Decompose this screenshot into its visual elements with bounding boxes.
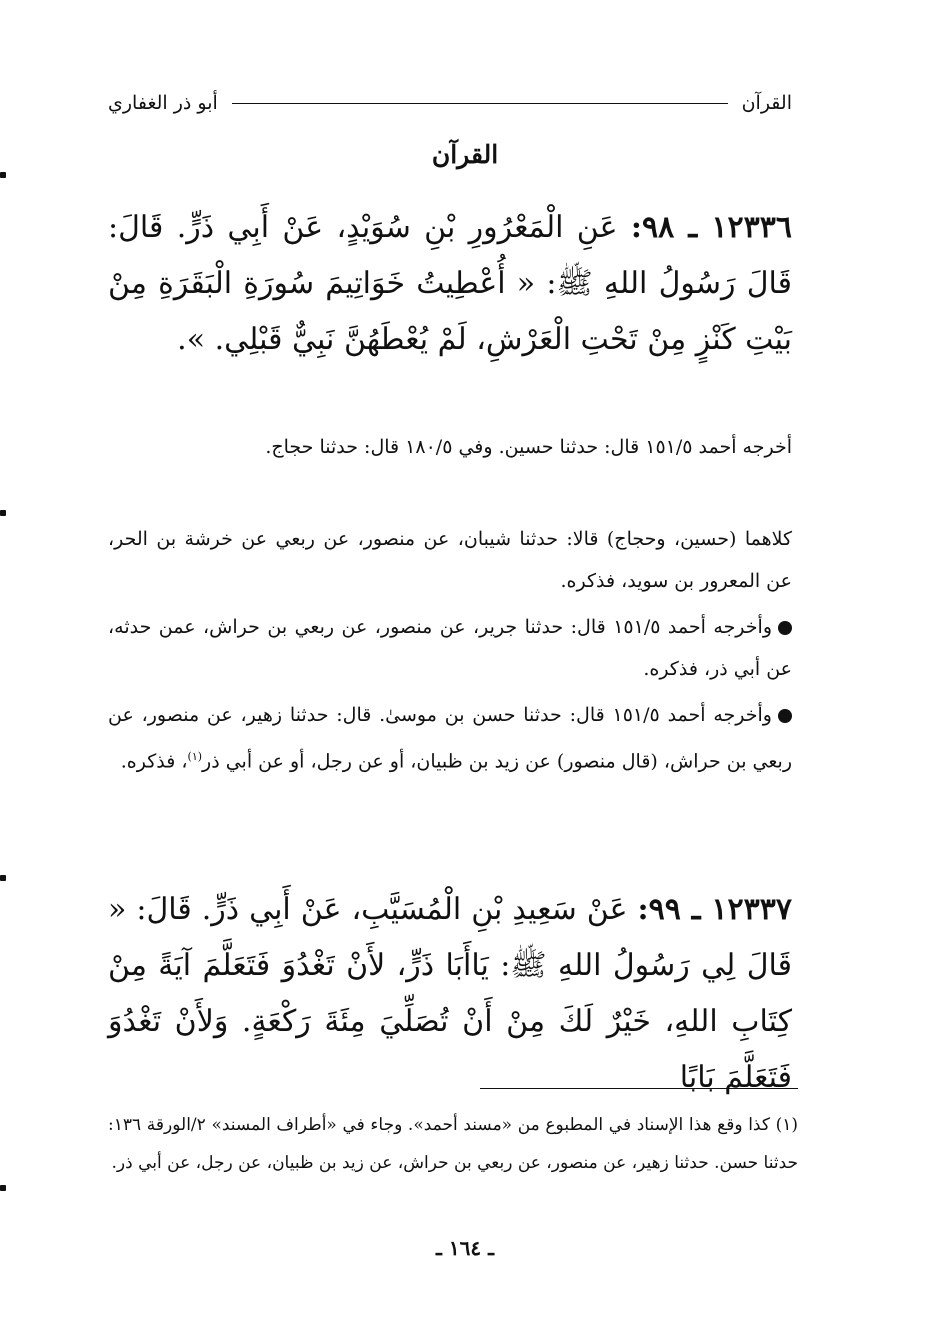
margin-mark (0, 510, 6, 516)
footnote: (١) كذا وقع هذا الإسناد في المطبوع من «مسند أحمد». وجاء في «أطراف المسند» ٢/‏الورقة ١٣٦: حدثنا حسن. حدثنا زهير، عن منصور، عن ربعي بن حراش، عن زيد بن ظبيان، عن رجل، عن أبي ذر. (108, 1115, 798, 1173)
takhrij-paragraph (108, 694, 792, 782)
takhrij-paragraph: أخرجه أحمد ٥/‏١٥١ قال: حدثنا حسين. وفي ٥/‏١٨٠ قال: حدثنا حجاج. (265, 436, 792, 458)
footnote-divider (480, 1088, 798, 1089)
bullet-icon (778, 621, 792, 635)
section-title: القرآن (431, 140, 499, 169)
running-header (108, 88, 792, 118)
takhrij-text-end: ، فذكره. (120, 750, 188, 773)
header-chapter: القرآن (741, 92, 792, 114)
page-number: ـ ١٦٤ ـ (436, 1236, 494, 1260)
margin-mark (0, 875, 6, 881)
margin-mark (0, 172, 6, 178)
hadith-2 (108, 882, 792, 1106)
hadith-isnad: عَنْ سَعِيدِ بْنِ الْمُسَيَّبِ، عَنْ أَبِي ذَرٍّ. قَالَ: (136, 892, 628, 927)
hadith-number: ١٢٣٣٦ ـ ٩٨: (630, 210, 792, 245)
footnote-ref: (١) (187, 750, 203, 763)
hadith-matn: « قَالَ لِي رَسُولُ اللهِ ﷺ: يَاأَبَا ذَرٍّ، لأَنْ تَغْدُوَ فَتَعَلَّمَ آيَةً مِنْ كِتَابِ اللهِ، خَيْرٌ لَكَ مِنْ أَنْ تُصَلِّيَ مِئَةَ رَكْعَةٍ. وَلأَنْ تَغْدُوَ فَتَعَلَّمَ بَابًا (108, 892, 792, 1095)
hadith-isnad: عَنِ الْمَعْرُورِ بْنِ سُوَيْدٍ، عَنْ أَبِي ذَرٍّ. قَالَ: قَالَ رَسُولُ اللهِ ﷺ: (108, 210, 792, 301)
takhrij-text: وأخرجه أحمد ٥/‏١٥١ قال: حدثنا جرير، عن منصور، عن ربعي بن حراش، عمن حدثه، عن أبي ذر، فذكره. (108, 616, 792, 680)
header-rule (232, 103, 728, 104)
hadith-number: ١٢٣٣٧ ـ ٩٩: (637, 892, 792, 927)
hadith-matn: « أُعْطِيتُ خَوَاتِيمَ سُورَةِ الْبَقَرَةِ مِنْ بَيْتِ كَنْزٍ مِنْ تَحْتِ الْعَرْشِ، لَمْ يُعْطَهُنَّ نَبِيٌّ قَبْلِي. ». (108, 266, 792, 357)
takhrij-paragraph: كلاهما (حسين، وحجاج) قالا: حدثنا شيبان، عن منصور، عن ربعي عن خرشة بن الحر، عن المعرور بن سويد، فذكره. (108, 528, 792, 592)
takhrij-text: وأخرجه أحمد ٥/‏١٥١ قال: حدثنا حسن بن موسىٰ. قال: حدثنا زهير، عن منصور، عن ربعي بن حراش، (قال منصور) عن زيد بن ظبيان، أو عن رجل، أو عن أبي ذر (108, 704, 792, 773)
takhrij-paragraph (108, 606, 792, 690)
header-book: أبو ذر الغفاري (108, 92, 218, 114)
hadith-1 (108, 200, 792, 368)
margin-mark (0, 1185, 6, 1191)
bullet-icon (778, 709, 792, 723)
